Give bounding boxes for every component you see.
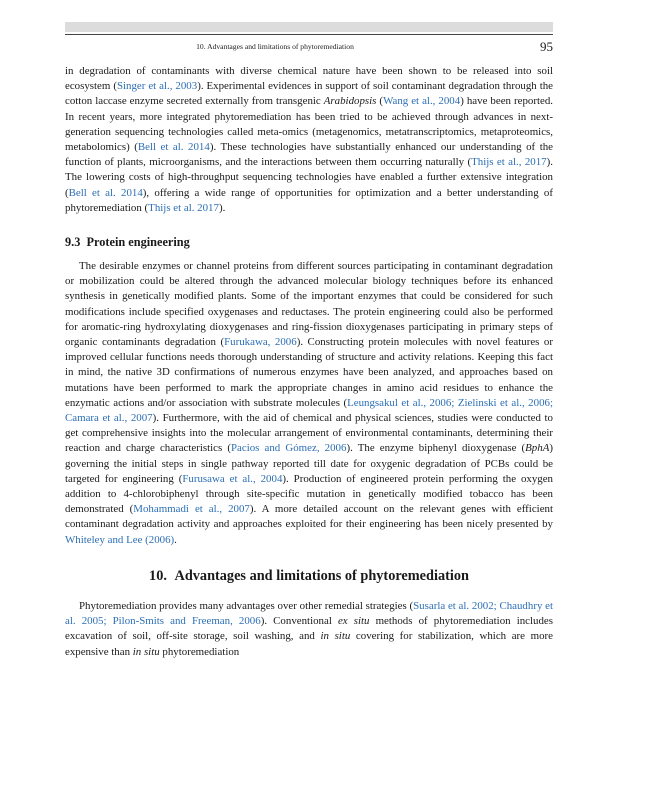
text-run: ). bbox=[218, 201, 226, 214]
paragraph-3 bbox=[65, 599, 553, 660]
text-run: ). Production of engineered protein performing the oxygen addition to 4-chlorobiphenyl through site-specific mutation in genetically modified tobacco has been demonstrated ( bbox=[65, 472, 554, 516]
header-bar bbox=[65, 22, 553, 32]
section-number: 9.3 bbox=[65, 235, 81, 250]
text-run: ). Conventional bbox=[260, 615, 338, 628]
citation-link[interactable]: Singer et al., 2003 bbox=[116, 80, 198, 93]
text-run: ). Furthermore, with the aid of chemical and physical sciences, studies were conducted to get comprehensive insights into the molecular arrangement of environmental contaminants, determining their reaction and charge characteristics ( bbox=[65, 412, 553, 455]
text-run: . bbox=[174, 533, 177, 546]
citation-link[interactable]: Bell et al. 2014 bbox=[137, 141, 210, 154]
section-heading-10 bbox=[65, 568, 553, 585]
text-run: covering for stabilization, which are more expensive than bbox=[65, 630, 554, 658]
citation-link[interactable]: Thijs et al., 2017 bbox=[471, 156, 547, 169]
section-title: Protein engineering bbox=[86, 235, 190, 250]
text-run: ). The lowering costs of high-throughput sequencing technologies have enabled a further extensive integration ( bbox=[65, 156, 553, 199]
text-run: in degradation of contaminants with diverse chemical nature have been shown to be released into soil ecosystem ( bbox=[65, 65, 553, 93]
section-number: 10. bbox=[149, 567, 167, 584]
paragraph-1 bbox=[65, 64, 553, 216]
text-run: methods of phytoremediation includes excavation of soil, off-site storage, soil washing, and bbox=[65, 615, 553, 643]
section-title: Advantages and limitations of phytoremediation bbox=[174, 567, 469, 584]
citation-link[interactable]: Thijs et al. 2017 bbox=[148, 201, 219, 214]
text-run: ( bbox=[376, 95, 384, 108]
citation-link[interactable]: Mohammadi et al., 2007 bbox=[133, 503, 250, 516]
running-head bbox=[65, 39, 553, 55]
text-run: ). The enzyme biphenyl dioxygenase ( bbox=[346, 442, 526, 455]
citation-link[interactable]: Wang et al., 2004 bbox=[383, 95, 461, 108]
italic-term: Arabidopsis bbox=[323, 95, 377, 108]
italic-term: in situ bbox=[320, 630, 351, 643]
italic-term: ex situ bbox=[337, 615, 370, 628]
text-run: ) governing the initial steps in single pathway reported till date for oxygenic degradation of PCBs could be targeted for engineering ( bbox=[65, 442, 553, 485]
citation-link[interactable]: Leungsakul et al., 2006; Zielinski et al., 2006; Camara et al., 2007 bbox=[65, 396, 553, 425]
italic-term: BphA bbox=[525, 442, 550, 455]
text-run: ). A more detailed account on the relevant genes with efficient contaminant degradation activity and approaches exploited for their engineering has been nicely presented by bbox=[65, 503, 553, 531]
running-title: 10. Advantages and limitations of phytoremediation bbox=[196, 42, 354, 51]
paragraph-2 bbox=[65, 259, 553, 548]
citation-link[interactable]: Furukawa, 2006 bbox=[224, 336, 297, 349]
text-run: phytoremediation bbox=[159, 645, 240, 658]
citation-link[interactable]: Pacios and Gómez, 2006 bbox=[230, 442, 347, 455]
text-run: Phytoremediation provides many advantages over other remedial strategies ( bbox=[79, 599, 414, 612]
section-heading-9-3 bbox=[65, 235, 553, 250]
citation-link[interactable]: Whiteley and Lee (2006) bbox=[65, 533, 175, 546]
text-run: ). Constructing protein molecules with novel features or improved cellular functions needs thorough understanding of structure and activity relations. Keeping this fact in mind, the native 3D confirmations of numerous enzymes have been analyzed, and approaches based on mutations have been performed to mark the appropriate changes in amino acid residues to enhance the enzymatic actions and/or association with substrate molecules ( bbox=[65, 336, 553, 409]
text-run: ), offering a wide range of opportunities for optimization and a better understanding of phytoremediation ( bbox=[65, 186, 553, 214]
page-number: 95 bbox=[540, 39, 553, 54]
text-run: ) have been reported. In recent years, more integrated phytoremediation has been tried to be achieved through advances in next-generation sequencing technologies called meta-omics (metagenomics, metatranscriptomics, metaproteomics, metabolomics) ( bbox=[65, 95, 553, 154]
page-body bbox=[65, 64, 553, 660]
text-run: ). These technologies have substantially enhanced our understanding of the function of plants, microorganisms, and the interactions between them occurring naturally ( bbox=[65, 141, 554, 169]
citation-link[interactable]: Furusawa et al., 2004 bbox=[182, 472, 283, 485]
text-run: The desirable enzymes or channel proteins from different sources participating in contaminant degradation or mobilization could be altered through the advanced molecular biology techniques before its enhanced synthesis in genetically modified plants. Some of the important enzymes that could be considered for such modifications include specified oxygenases and reductases. The protein engineering could also be performed for aromatic-ring hydroxylating dioxygenases and ring-fission dioxygenases participating in primary steps of organic contaminants degradation ( bbox=[65, 260, 553, 349]
citation-link[interactable]: Bell et al. 2014 bbox=[68, 186, 143, 199]
citation-link[interactable]: Susarla et al. 2002; Chaudhry et al. 2005; Pilon-Smits and Freeman, 2006 bbox=[65, 599, 554, 628]
text-run: ). Experimental evidences in support of soil contaminant degradation through the cotton laccase enzyme secreted externally from transgenic bbox=[65, 80, 553, 108]
header-rule bbox=[65, 34, 553, 35]
italic-term: in situ bbox=[132, 645, 160, 658]
